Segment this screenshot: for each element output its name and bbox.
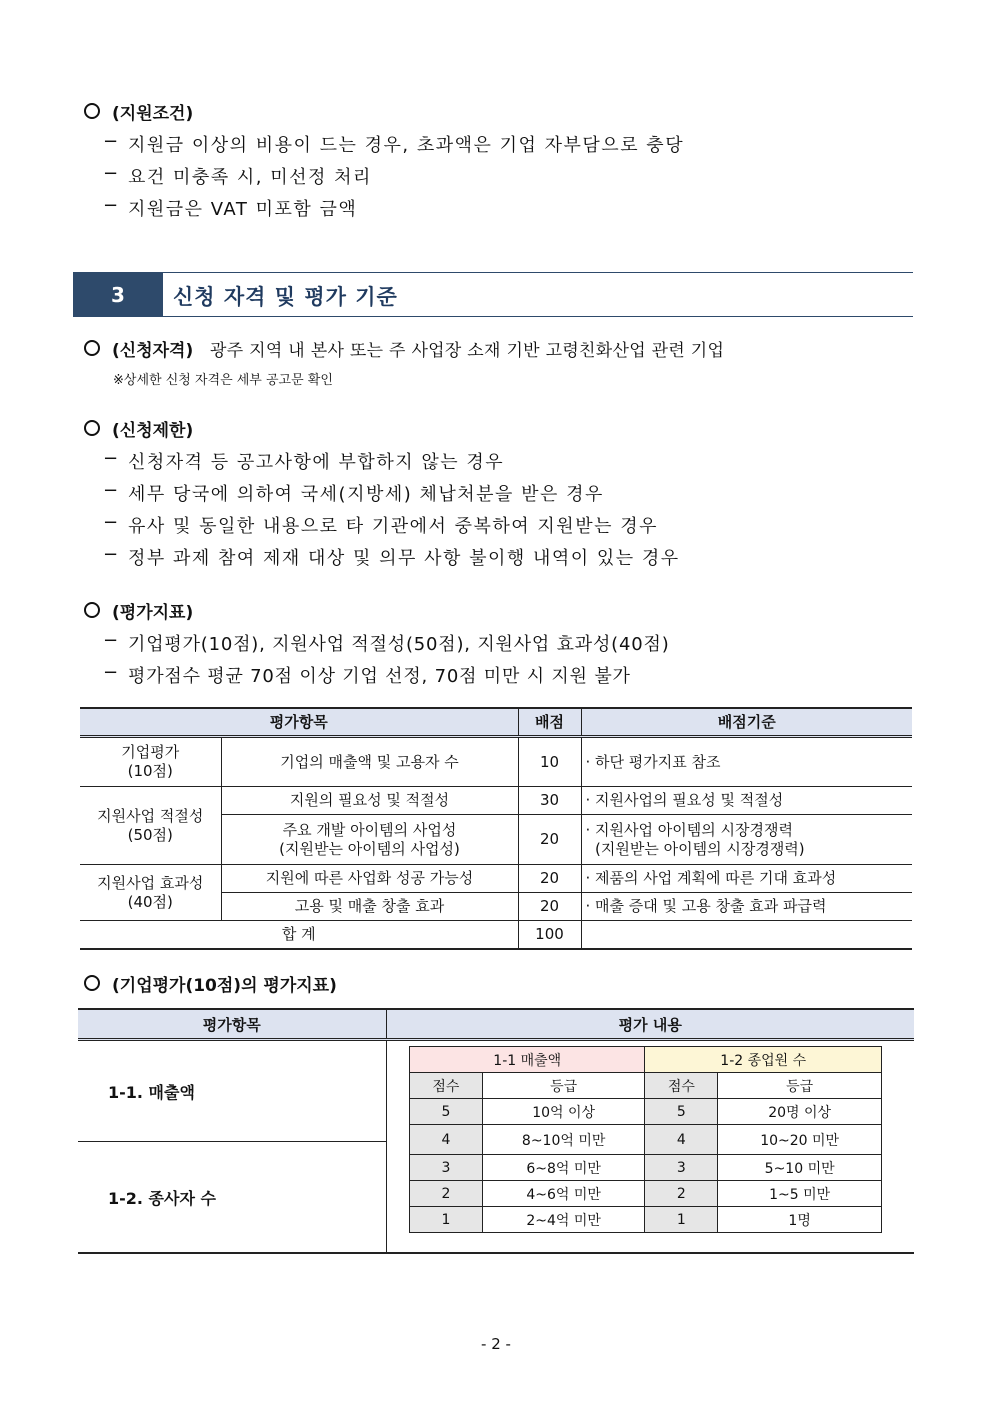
score-cell: 1 [410,1207,483,1233]
row-score: 30 [518,787,581,815]
table-row [410,1125,882,1155]
conditions-item-3: 지원금은 VAT 미포함 금액 [128,199,358,220]
header-eval-item: 평가항목 [80,708,518,737]
restrictions-item-3: 유사 및 동일한 내용으로 타 기관에서 중복하여 지원받는 경우 [128,516,658,537]
table-row [80,737,912,787]
eligibility-text: 광주 지역 내 본사 또는 주 사업장 소재 기반 고령친화산업 관련 기업 [210,341,725,361]
grade-cell: 20명 이상 [718,1099,882,1125]
row-score: 20 [518,865,581,893]
subheader-employees: 1-2 종업원 수 [645,1047,882,1073]
eligibility-title: (신청자격) [112,341,194,361]
score-cell: 5 [410,1099,483,1125]
col-grade: 등급 [718,1073,882,1099]
group-company-eval: 기업평가 (10점) [80,737,221,787]
col-score: 점수 [410,1073,483,1099]
dash-marker: − [103,195,119,216]
row-criteria: · 지원사업 아이템의 시장경쟁력 (지원받는 아이템의 시장경쟁력) [581,815,912,865]
table-total-row [80,921,912,949]
score-cell: 3 [410,1155,483,1181]
restrictions-title: (신청제한) [112,421,194,441]
row-score: 20 [518,815,581,865]
eligibility-note: ※상세한 신청 자격은 세부 공고문 확인 [113,373,333,388]
row-criteria: · 지원사업의 필요성 및 적절성 [581,787,912,815]
grade-cell: 4~6억 미만 [482,1181,645,1207]
subheader-revenue: 1-1 매출액 [410,1047,645,1073]
row-criteria: · 제품의 사업 계획에 따른 기대 효과성 [581,865,912,893]
restrictions-item-2: 세무 당국에 의하여 국세(지방세) 체납처분을 받은 경우 [128,484,604,505]
score-cell: 4 [645,1125,718,1155]
header-eval-item: 평가항목 [78,1009,386,1040]
bullet-circle-icon [84,975,100,991]
header-score: 배점 [518,708,581,737]
conditions-item-1: 지원금 이상의 비용이 드는 경우, 초과액은 기업 자부담으로 충당 [128,135,685,156]
label-revenue: 1-1. 매출액 [78,1040,386,1142]
grade-cell: 8~10억 미만 [482,1125,645,1155]
section-title: 신청 자격 및 평가 기준 [173,285,398,309]
row-score: 10 [518,737,581,787]
bullet-circle-icon [84,340,100,356]
bullet-circle-icon [84,103,100,119]
row-criteria: · 하단 평가지표 참조 [581,737,912,787]
col-grade: 등급 [482,1073,645,1099]
evaluation-table [80,707,912,950]
grade-cell: 10~20 미만 [718,1125,882,1155]
label-employees: 1-2. 종사자 수 [78,1142,386,1254]
table-row [80,865,912,893]
row-score: 20 [518,893,581,921]
row-item: 주요 개발 아이템의 사업성 (지원받는 아이템의 사업성) [221,815,518,865]
row-item: 기업의 매출액 및 고용자 수 [221,737,518,787]
grade-cell: 10억 이상 [482,1099,645,1125]
total-empty [581,921,912,949]
score-cell: 5 [645,1099,718,1125]
dash-marker: − [103,512,119,533]
score-cell: 3 [645,1155,718,1181]
row-item: 지원에 따른 사업화 성공 가능성 [221,865,518,893]
dash-marker: − [103,662,119,683]
grade-cell: 2~4억 미만 [482,1207,645,1233]
table-row [80,787,912,815]
section-divider-top [163,272,913,273]
dash-marker: − [103,630,119,651]
indicators-item-1: 기업평가(10점), 지원사업 적절성(50점), 지원사업 효과성(40점) [128,634,670,655]
restrictions-item-4: 정부 과제 참여 제재 대상 및 의무 사항 불이행 내역이 있는 경우 [128,548,680,569]
table-row [410,1155,882,1181]
group-effectiveness: 지원사업 효과성 (40점) [80,865,221,921]
grade-subtable [409,1046,882,1233]
score-cell: 1 [645,1207,718,1233]
grade-cell: 5~10 미만 [718,1155,882,1181]
score-cell: 2 [410,1181,483,1207]
dash-marker: − [103,480,119,501]
bullet-circle-icon [84,420,100,436]
dash-marker: − [103,448,119,469]
score-cell: 2 [645,1181,718,1207]
total-score: 100 [518,921,581,949]
grade-cell: 1명 [718,1207,882,1233]
conditions-item-2: 요건 미충족 시, 미선정 처리 [128,167,372,188]
indicators-item-2: 평가점수 평균 70점 이상 기업 선정, 70점 미만 시 지원 불가 [128,666,631,687]
table-row [410,1099,882,1125]
page-number: - 2 - [481,1335,511,1353]
group-appropriateness: 지원사업 적절성 (50점) [80,787,221,865]
table-row [410,1181,882,1207]
grade-cell: 6~8억 미만 [482,1155,645,1181]
header-eval-content: 평가 내용 [386,1009,914,1040]
row-criteria: · 매출 증대 및 고용 창출 효과 파급력 [581,893,912,921]
total-label: 합 계 [80,921,518,949]
row-item: 고용 및 매출 창출 효과 [221,893,518,921]
company-eval-title: (기업평가(10점)의 평가지표) [112,976,337,996]
score-cell: 4 [410,1125,483,1155]
header-criteria: 배점기준 [581,708,912,737]
row-item: 지원의 필요성 및 적절성 [221,787,518,815]
dash-marker: − [103,163,119,184]
bullet-circle-icon [84,602,100,618]
dash-marker: − [103,544,119,565]
indicators-title: (평가지표) [112,603,194,623]
table-row [410,1207,882,1233]
conditions-title: (지원조건) [112,104,194,124]
col-score: 점수 [645,1073,718,1099]
section-divider-bottom [163,316,913,317]
dash-marker: − [103,131,119,152]
restrictions-item-1: 신청자격 등 공고사항에 부합하지 않는 경우 [128,452,505,473]
grade-cell: 1~5 미만 [718,1181,882,1207]
section-number-badge: 3 [73,272,163,317]
